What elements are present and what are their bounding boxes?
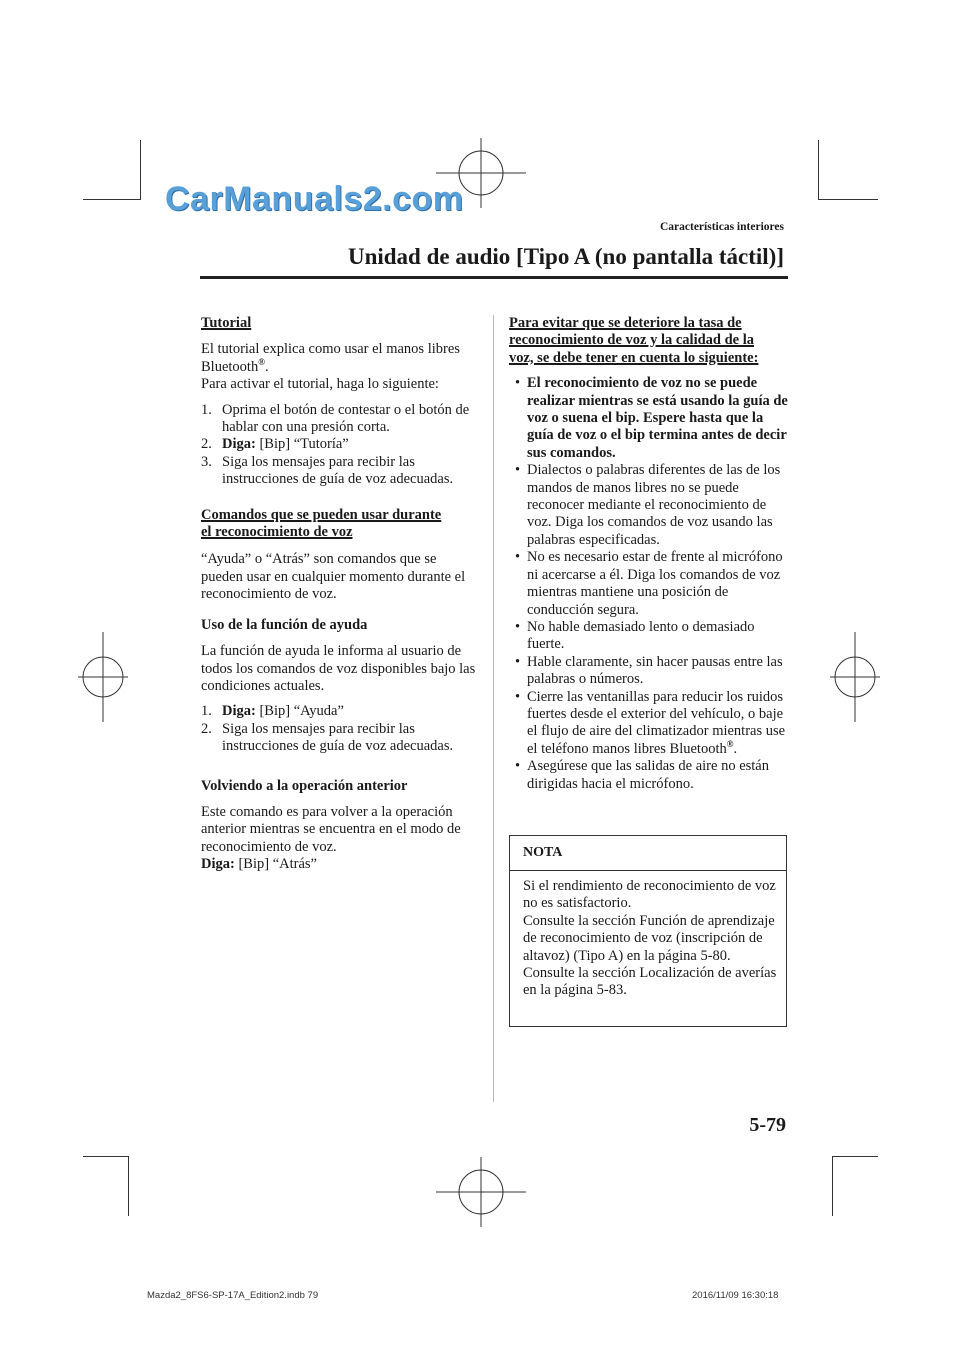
precautions-heading-3: voz, se debe tener en cuenta lo siguiente: (509, 349, 759, 366)
precautions-list (509, 375, 789, 793)
registration-mark-bottom (436, 1157, 526, 1227)
list-item: • Asegúrese que las salidas de aire no están dirigidas hacia el micrófono. (515, 758, 769, 792)
back-say: Diga: [Bip] “Atrás” (201, 856, 317, 873)
help-steps (201, 703, 481, 755)
footer-timestamp: 2016/11/09 16:30:18 (692, 1290, 779, 1301)
list-item: 2. Siga los mensajes para recibir las instrucciones de guía de voz adecuadas. (201, 720, 454, 755)
header-rule (200, 276, 788, 279)
watermark-logo: CarManuals2.com (165, 180, 464, 218)
note-line: Consulte la sección Función de aprendizaje de reconocimiento de voz (inscripción de altavoz) (Tipo A) en la página 5-80. (523, 912, 775, 964)
note-text (523, 878, 779, 1000)
commands-paragraph: “Ayuda” o “Atrás” son comandos que se pueden usar en cualquier momento durante el reconocimiento de voz. (201, 551, 466, 603)
note-box (509, 835, 787, 1027)
tutorial-instruction: Para activar el tutorial, haga lo siguiente: (201, 376, 439, 393)
list-item: • El reconocimiento de voz no se puede realizar mientras se está usando la guía de voz o suena el bip. Espere hasta que la guía de voz o el bip termina antes de decir sus comandos. (515, 375, 788, 461)
precautions-heading: Para evitar que se deteriore la tasa de (509, 315, 742, 331)
commands-heading-2: el reconocimiento de voz (201, 524, 353, 541)
back-paragraph: Este comando es para volver a la operación anterior mientras se encuentra en el modo de reconocimiento de voz. (201, 803, 461, 855)
section-label: Características interiores (659, 221, 784, 233)
list-item: 1. Diga: [Bip] “Ayuda” (201, 703, 344, 720)
tutorial-steps (201, 402, 481, 489)
registration-mark-right (830, 632, 880, 722)
list-item: • Cierre las ventanillas para reducir los ruidos fuertes desde el exterior del vehículo, o baje el flujo de aire del climatizador mientras use el teléfono manos libres Bluetooth®. (515, 688, 786, 757)
help-paragraph: La función de ayuda le informa al usuario de todos los comandos de voz disponibles bajo las condiciones actuales. (201, 643, 476, 694)
page-number: 5-79 (749, 1114, 786, 1136)
left-column (201, 315, 481, 874)
note-heading: NOTA (523, 845, 563, 860)
list-item: 3. Siga los mensajes para recibir las instrucciones de guía de voz adecuadas. (201, 453, 454, 488)
list-item: 1. Oprima el botón de contestar o el botón de hablar con una presión corta. (201, 401, 470, 436)
back-heading: Volviendo a la operación anterior (201, 777, 408, 794)
registration-mark-left (78, 632, 128, 722)
page-title: Unidad de audio [Tipo A (no pantalla táctil)] (347, 244, 784, 269)
list-item: 2. Diga: [Bip] “Tutoría” (201, 436, 349, 453)
note-separator (510, 870, 786, 871)
right-column (509, 315, 789, 793)
tutorial-intro: El tutorial explica como usar el manos libres Bluetooth®. (201, 341, 460, 375)
list-item: • Hable claramente, sin hacer pausas entre las palabras o números. (515, 653, 783, 688)
tutorial-heading: Tutorial (201, 315, 252, 331)
note-line: Consulte la sección Localización de averías en la página 5-83. (523, 965, 777, 999)
list-item: • No es necesario estar de frente al micrófono ni acercarse a él. Diga los comandos de voz mientras mantiene una posición de conducción segura. (515, 549, 783, 618)
help-heading: Uso de la función de ayuda (201, 616, 368, 633)
commands-heading: Comandos que se pueden usar durante (201, 506, 442, 523)
list-item: • No hable demasiado lento o demasiado fuerte. (515, 618, 755, 653)
footer-file: Mazda2_8FS6-SP-17A_Edition2.indb 79 (147, 1290, 319, 1301)
precautions-heading-2: reconocimiento de voz y la calidad de la (509, 332, 754, 349)
list-item: • Dialectos o palabras diferentes de las de los mandos de manos libres no se puede reconocer mediante el reconocimiento de voz. Diga los comandos de voz usando las palabras especificadas. (515, 462, 781, 548)
note-line: Si el rendimiento de reconocimiento de voz no es satisfactorio. (523, 878, 776, 912)
column-divider (493, 315, 494, 1102)
